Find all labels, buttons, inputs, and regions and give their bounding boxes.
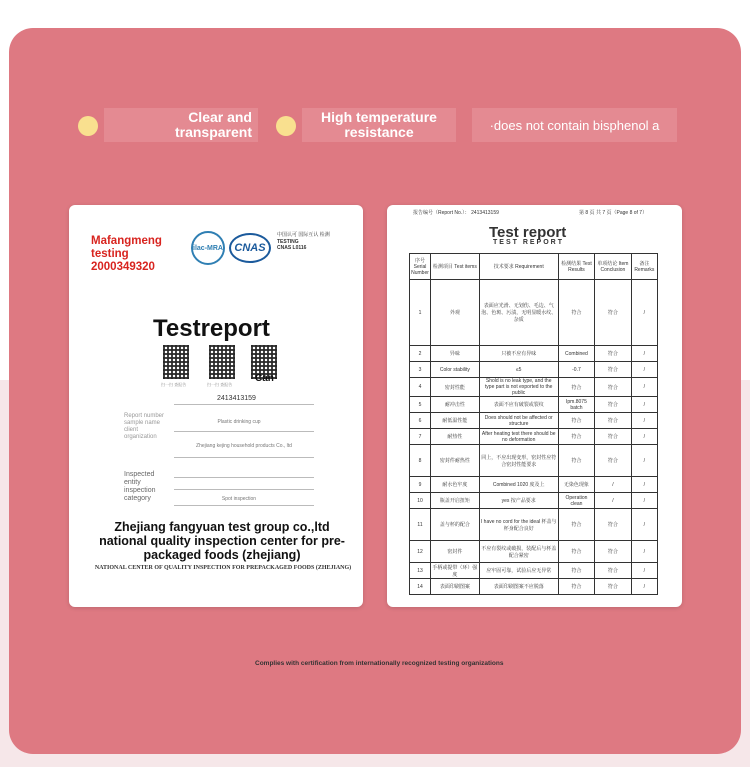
table-cell-conc: 符合 [595, 346, 631, 362]
divider [174, 477, 314, 478]
table-cell-no: 14 [410, 579, 431, 595]
table-cell-item: 瓶盖开启扭矩 [431, 493, 480, 509]
divider [174, 457, 314, 458]
table-cell-result: 符合 [558, 429, 594, 445]
table-cell-no: 1 [410, 280, 431, 346]
certification-caption: Complies with certification from internationally recognized testing organizations [255, 660, 504, 667]
table-cell-remark: / [631, 378, 657, 397]
table-row [410, 493, 658, 509]
table-cell-conc: / [595, 477, 631, 493]
table-cell-no: 11 [410, 509, 431, 541]
table-cell-req: Does should not be affected or structure [479, 413, 558, 429]
table-cell-conc: 符合 [595, 280, 631, 346]
table-cell-conc: 符合 [595, 378, 631, 397]
table-row [410, 541, 658, 563]
table-row [410, 413, 658, 429]
table-cell-result: Ipm.8075 batch [558, 397, 594, 413]
table-cell-remark: / [631, 493, 657, 509]
table-cell-remark: / [631, 280, 657, 346]
bullet-dot-icon [276, 116, 296, 136]
table-cell-req: Combined 1020 度及上 [479, 477, 558, 493]
column-header: 序号 Serial Number [410, 254, 431, 280]
table-cell-no: 10 [410, 493, 431, 509]
table-cell-item: 手柄或提带（环）强度 [432, 564, 478, 578]
column-header: 备注 Remarks [631, 254, 657, 280]
table-cell-conc: 符合 [595, 541, 631, 563]
table-cell-item: 密封件 [431, 541, 480, 563]
table-cell-no: 7 [410, 429, 431, 445]
table-cell-no: 6 [410, 413, 431, 429]
report-title: Test report [489, 224, 567, 241]
feature-bpa [472, 108, 677, 142]
table-cell-no: 3 [410, 362, 431, 378]
table-row [410, 579, 658, 595]
table-cell-remark: / [631, 477, 657, 493]
cnas-no: CNAS L0116 [277, 245, 307, 251]
bullet-dot-icon [78, 116, 98, 136]
table-row [410, 509, 658, 541]
report-header-number: 报告编号（Report No.）： 2413413159 [413, 210, 499, 216]
table-cell-result: 符合 [558, 378, 594, 397]
table-cell-conc: / [595, 493, 631, 509]
table-cell-req: I have no cord for the ideal 杯盖与杯身配合良好 [479, 509, 558, 541]
feature-heat [276, 108, 456, 142]
table-cell-result: 符合 [558, 413, 594, 429]
table-cell-remark: / [631, 362, 657, 378]
column-header: 单项结论 Item Conclusion [595, 254, 631, 280]
table-cell-item: 耐热性 [431, 429, 480, 445]
table-cell-conc: 符合 [595, 563, 631, 579]
table-cell-no: 13 [410, 563, 431, 579]
table-row [410, 378, 658, 397]
table-cell-result: 符合 [558, 541, 594, 563]
column-header: 检测结果 Test Results [558, 254, 594, 280]
table-cell-req: 不应有裂纹或破损，装配后与杯盖配合紧密 [479, 541, 558, 563]
ilac-logo-icon: ilac-MRA [191, 231, 225, 265]
table-cell-req: 只被不应有异味 [479, 346, 558, 362]
report-header-page: 第 8 页 共 7 页（Page 8 of 7） [579, 210, 648, 216]
organization-name-en: NATIONAL CENTER OF QUALITY INSPECTION FOR PREPACKAGED FOODS (ZHEJIANG) [94, 565, 352, 571]
table-row [410, 397, 658, 413]
table-cell-no: 4 [410, 378, 431, 397]
table-cell-conc: 符合 [595, 413, 631, 429]
table-cell-req: 表面印刷图案不应脱落 [479, 579, 558, 595]
table-cell-result: -0.7 [558, 362, 594, 378]
table-cell-item: 耐水色牢度 [431, 477, 480, 493]
table-cell-remark: / [631, 397, 657, 413]
table-cell-remark: / [631, 445, 657, 477]
table-cell-req: ≤5 [479, 362, 558, 378]
table-cell-result: Operation clean [558, 493, 594, 509]
table-cell-req: Shold is no leak type, and the type part is not exported to the public [479, 378, 558, 397]
cover-title: Testreport [153, 315, 270, 342]
divider [174, 431, 314, 432]
table-cell-result: 符合 [558, 579, 594, 595]
table-cell-item: Color stability [431, 362, 480, 378]
table-row [410, 563, 658, 579]
cnas-en: TESTING [277, 238, 299, 245]
table-cell-conc: 符合 [595, 445, 631, 477]
table-cell-conc: 符合 [595, 397, 631, 413]
table-cell-item: 耐低温性能 [431, 413, 480, 429]
table-cell-result: 符合 [558, 445, 594, 477]
table-cell-item: 异味 [431, 346, 480, 362]
table-cell-no: 8 [410, 445, 431, 477]
test-report-page [387, 205, 682, 607]
report-number: 2413413159 [217, 395, 256, 402]
table-cell-conc: 符合 [595, 509, 631, 541]
table-cell-remark: / [631, 579, 657, 595]
feature-label: High temperature resistance [302, 108, 456, 142]
table-cell-req: After heating test there should be no deformation [479, 429, 558, 445]
table-row [410, 477, 658, 493]
table-cell-item: 盖与杯的配合 [431, 509, 480, 541]
table-row [410, 429, 658, 445]
report-cover [69, 205, 363, 607]
table-cell-remark: / [631, 346, 657, 362]
brand-watermark: Mafangmeng testing 2000349320 [91, 235, 162, 273]
sample-name: Plastic drinking cup [217, 419, 261, 425]
table-cell-req: 表面应光滑、无划伤、毛边、气泡、色斑、污渍，无明显暖水纹、杂质 [479, 280, 558, 346]
table-cell-result: Combined [558, 346, 594, 362]
table-cell-remark: / [631, 563, 657, 579]
table-cell-remark: / [631, 413, 657, 429]
table-cell-no: 5 [410, 397, 431, 413]
cnas-logo-icon: CNAS [229, 233, 271, 263]
table-cell-no: 9 [410, 477, 431, 493]
table-cell-req: yes 按产品要求 [479, 493, 558, 509]
feature-clear [78, 108, 258, 142]
qr-code-icon [163, 345, 189, 379]
table-cell-result: 符合 [558, 563, 594, 579]
table-cell-conc: 符合 [595, 362, 631, 378]
table-row [410, 346, 658, 362]
table-cell-item: 密封性能 [431, 378, 480, 397]
table-cell-item: 表面印刷图案 [431, 579, 480, 595]
table-cell-conc: 符合 [595, 579, 631, 595]
table-cell-no: 2 [410, 346, 431, 362]
column-header: 检测项目 Test items [431, 254, 480, 280]
table-cell-remark: / [631, 509, 657, 541]
cnas-cn: 中国认可 国际互认 检测 [277, 232, 330, 238]
inspected-labels: Inspected entity inspection category [124, 471, 156, 502]
feature-label: Clear and transparent [104, 108, 258, 142]
divider [174, 489, 314, 490]
results-table [409, 253, 658, 595]
table-cell-item: 密封件耐热性 [431, 445, 480, 477]
feature-label: ·does not contain bisphenol a [472, 108, 677, 142]
table-header-row [410, 254, 658, 280]
table-cell-req: 同上，不应出现变形，密封性应符合密封性能要求 [479, 445, 558, 477]
report-labels: Report number sample name client organization [124, 413, 165, 440]
table-cell-result: 符合 [558, 280, 594, 346]
qr-caption: 扫一扫 查报告 [161, 382, 187, 387]
table-cell-result: 无染色现象 [558, 477, 594, 493]
table-cell-result: 符合 [558, 509, 594, 541]
client-name: Zhejiang kejing household products Co., ltd [196, 443, 292, 449]
table-row [410, 445, 658, 477]
table-cell-req: 应牢固可靠，试验后应无异常 [479, 563, 558, 579]
qr-caption: 扫一扫 查报告 [207, 382, 233, 387]
cnas-caption [277, 232, 337, 252]
table-cell-no: 12 [410, 541, 431, 563]
table-cell-conc: 符合 [595, 429, 631, 445]
organization-name: Zhejiang fangyuan test group co.,ltd national quality inspection center for pre-packaged foods (zhejiang) [99, 520, 345, 562]
table-cell-req: 表面不应有破裂或裂纹 [479, 397, 558, 413]
column-header: 技术要求 Requirement [479, 254, 558, 280]
report-subtitle: TEST REPORT [493, 239, 565, 246]
table-cell-remark: / [631, 429, 657, 445]
divider [174, 505, 314, 506]
table-cell-remark: / [631, 541, 657, 563]
qr-code-icon [209, 345, 235, 379]
table-cell-item: 耐冲击性 [431, 397, 480, 413]
scan-label: Can [255, 373, 274, 384]
category: Spot inspection [221, 496, 257, 502]
divider [174, 404, 314, 405]
table-row [410, 362, 658, 378]
table-cell-item: 外观 [431, 280, 480, 346]
table-row [410, 280, 658, 346]
